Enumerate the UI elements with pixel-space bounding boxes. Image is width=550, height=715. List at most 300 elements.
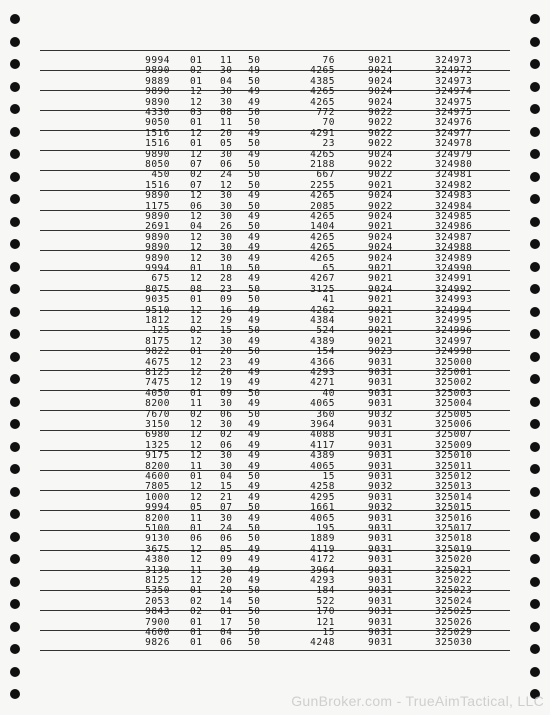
sprocket-hole	[530, 194, 540, 204]
table-cell: 01	[190, 523, 203, 534]
table-row	[40, 378, 510, 388]
table-cell: 01	[190, 263, 203, 274]
table-cell: 9890	[145, 190, 170, 202]
table-cell: 9031	[368, 439, 393, 451]
table-cell: 325012	[435, 471, 473, 482]
table-cell: 324983	[435, 190, 473, 202]
table-row	[40, 191, 510, 201]
table-cell: 09	[220, 554, 233, 566]
table-cell: 4065	[310, 460, 335, 472]
table-cell: 4389	[310, 335, 335, 347]
table-cell: 1812	[145, 315, 170, 326]
sprocket-hole	[10, 329, 20, 339]
table-cell: 325025	[435, 606, 473, 618]
table-cell: 324994	[435, 304, 473, 316]
table-cell: 06	[220, 637, 233, 649]
table-cell: 9024	[368, 86, 393, 98]
sprocket-hole	[530, 14, 540, 24]
table-cell: 49	[248, 429, 261, 441]
sprocket-hole	[10, 442, 20, 452]
table-cell: 9032	[368, 502, 393, 514]
table-cell: 49	[248, 491, 261, 503]
table-cell: 30	[220, 86, 233, 98]
table-cell: 324985	[435, 211, 473, 222]
table-cell: 9031	[368, 356, 393, 368]
table-cell: 325011	[435, 460, 473, 472]
table-cell: 50	[248, 169, 261, 181]
table-cell: 324995	[435, 315, 473, 326]
table-row	[40, 139, 510, 149]
table-cell: 325000	[435, 356, 473, 368]
table-cell: 02	[190, 595, 203, 607]
table-cell: 9130	[145, 533, 170, 545]
table-cell: 01	[190, 294, 203, 306]
table-cell: 11	[220, 117, 233, 129]
table-cell: 49	[248, 564, 261, 576]
table-cell: 12	[190, 554, 203, 566]
table-cell: 1516	[145, 179, 170, 191]
sprocket-hole	[530, 262, 540, 272]
table-cell: 9890	[145, 65, 170, 77]
table-cell: 08	[220, 107, 233, 118]
table-cell: 9021	[368, 263, 393, 274]
sprocket-hole	[530, 554, 540, 564]
table-cell: 3675	[145, 543, 170, 555]
table-cell: 8200	[145, 460, 170, 472]
table-cell: 1516	[145, 138, 170, 150]
sprocket-hole	[530, 644, 540, 654]
table-cell: 324974	[435, 86, 473, 98]
sprocket-hole	[530, 397, 540, 407]
sprocket-hole	[10, 667, 20, 677]
table-cell: 30	[220, 148, 233, 160]
table-cell: 04	[220, 75, 233, 87]
table-cell: 325021	[435, 564, 473, 576]
table-row	[40, 87, 510, 97]
table-cell: 9031	[368, 367, 393, 378]
table-cell: 02	[190, 65, 203, 77]
table-cell: 360	[316, 408, 335, 420]
sprocket-hole	[530, 127, 540, 137]
table-cell: 9023	[368, 346, 393, 358]
table-cell: 4119	[310, 543, 335, 555]
table-cell: 7475	[145, 377, 170, 389]
table-cell: 9890	[145, 252, 170, 264]
sprocket-hole	[10, 464, 20, 474]
table-cell: 12	[190, 273, 203, 285]
table-cell: 324975	[435, 107, 473, 118]
table-cell: 65	[322, 263, 335, 274]
table-cell: 5350	[145, 585, 170, 597]
table-cell: 14	[220, 595, 233, 607]
sprocket-hole	[10, 577, 20, 587]
table-cell: 9024	[368, 75, 393, 87]
table-cell: 12	[190, 356, 203, 368]
sprocket-hole	[10, 194, 20, 204]
table-cell: 49	[248, 242, 261, 254]
table-cell: 04	[220, 471, 233, 482]
table-cell: 76	[322, 55, 335, 66]
table-cell: 325022	[435, 575, 473, 586]
table-cell: 9022	[368, 159, 393, 170]
table-cell: 1175	[145, 200, 170, 212]
table-cell: 49	[248, 481, 261, 493]
table-cell: 324978	[435, 138, 473, 150]
table-cell: 23	[220, 356, 233, 368]
sprocket-hole	[10, 397, 20, 407]
table-cell: 49	[248, 273, 261, 285]
table-cell: 324998	[435, 346, 473, 358]
sprocket-hole	[10, 487, 20, 497]
table-cell: 30	[220, 242, 233, 254]
table-cell: 324990	[435, 263, 473, 274]
table-cell: 30	[220, 419, 233, 430]
table-cell: 12	[190, 231, 203, 243]
table-cell: 3150	[145, 419, 170, 430]
table-cell: 4293	[310, 367, 335, 378]
table-cell: 12	[190, 419, 203, 430]
table-cell: 23	[220, 283, 233, 295]
table-cell: 9822	[145, 346, 170, 358]
table-cell: 1000	[145, 491, 170, 503]
table-cell: 4389	[310, 450, 335, 462]
table-cell: 324980	[435, 159, 473, 170]
table-cell: 675	[151, 273, 170, 285]
table-cell: 05	[220, 138, 233, 150]
table-cell: 154	[316, 346, 335, 358]
table-cell: 50	[248, 502, 261, 514]
table-cell: 06	[190, 533, 203, 545]
table-cell: 4380	[145, 554, 170, 566]
table-cell: 4265	[310, 211, 335, 222]
table-cell: 26	[220, 221, 233, 233]
table-cell: 4295	[310, 491, 335, 503]
sprocket-hole	[530, 329, 540, 339]
table-cell: 4265	[310, 65, 335, 77]
table-cell: 04	[220, 627, 233, 638]
sprocket-hole	[10, 374, 20, 384]
table-cell: 50	[248, 325, 261, 337]
table-cell: 06	[220, 533, 233, 545]
table-cell: 4366	[310, 356, 335, 368]
table-cell: 325016	[435, 512, 473, 524]
table-cell: 49	[248, 512, 261, 524]
table-cell: 50	[248, 627, 261, 638]
table-cell: 9022	[368, 117, 393, 129]
table-cell: 324981	[435, 169, 473, 181]
table-cell: 9031	[368, 554, 393, 566]
table-row	[40, 118, 510, 128]
table-cell: 02	[190, 325, 203, 337]
table-cell: 4265	[310, 231, 335, 243]
sprocket-hole	[10, 284, 20, 294]
table-cell: 9031	[368, 471, 393, 482]
table-cell: 12	[190, 491, 203, 503]
table-cell: 125	[151, 325, 170, 337]
table-cell: 49	[248, 315, 261, 326]
table-cell: 9890	[145, 86, 170, 98]
table-cell: 9024	[368, 65, 393, 77]
table-cell: 01	[190, 55, 203, 66]
table-cell: 50	[248, 408, 261, 420]
sprocket-hole	[10, 307, 20, 317]
table-cell: 4265	[310, 190, 335, 202]
table-cell: 4675	[145, 356, 170, 368]
table-cell: 50	[248, 533, 261, 545]
table-cell: 4265	[310, 242, 335, 254]
table-cell: 3125	[310, 283, 335, 295]
sprocket-hole	[10, 172, 20, 182]
table-cell: 9031	[368, 398, 393, 410]
table-cell: 9024	[368, 242, 393, 254]
table-cell: 29	[220, 315, 233, 326]
table-cell: 325004	[435, 398, 473, 410]
table-cell: 9021	[368, 325, 393, 337]
table-cell: 1889	[310, 533, 335, 545]
table-cell: 325029	[435, 627, 473, 638]
table-cell: 40	[322, 387, 335, 399]
sprocket-hole	[10, 509, 20, 519]
table-cell: 30	[220, 231, 233, 243]
table-cell: 50	[248, 107, 261, 118]
table-cell: 01	[190, 585, 203, 597]
table-cell: 9031	[368, 595, 393, 607]
table-cell: 450	[151, 169, 170, 181]
table-cell: 9024	[368, 252, 393, 264]
table-cell: 9031	[368, 533, 393, 545]
sprocket-hole	[530, 509, 540, 519]
table-cell: 9890	[145, 231, 170, 243]
table-row	[40, 66, 510, 76]
table-cell: 9826	[145, 637, 170, 649]
table-cell: 9031	[368, 637, 393, 649]
table-cell: 325006	[435, 419, 473, 430]
table-cell: 9021	[368, 294, 393, 306]
table-cell: 9021	[368, 221, 393, 233]
table-cell: 9031	[368, 512, 393, 524]
table-cell: 30	[220, 512, 233, 524]
table-cell: 49	[248, 543, 261, 555]
table-cell: 4065	[310, 398, 335, 410]
table-cell: 49	[248, 419, 261, 430]
sprocket-hole	[530, 104, 540, 114]
table-cell: 4600	[145, 627, 170, 638]
table-row	[40, 586, 510, 596]
table-cell: 49	[248, 96, 261, 108]
table-cell: 50	[248, 179, 261, 191]
sprocket-hole	[10, 14, 20, 24]
table-cell: 324973	[435, 55, 473, 66]
table-cell: 325010	[435, 450, 473, 462]
table-cell: 50	[248, 471, 261, 482]
table-cell: 50	[248, 263, 261, 274]
table-cell: 01	[220, 606, 233, 618]
table-cell: 4293	[310, 575, 335, 586]
table-cell: 16	[220, 304, 233, 316]
table-cell: 325014	[435, 491, 473, 503]
table-row	[40, 534, 510, 544]
sprocket-hole	[10, 127, 20, 137]
table-cell: 9031	[368, 606, 393, 618]
sprocket-hole	[530, 442, 540, 452]
table-cell: 70	[322, 117, 335, 129]
table-cell: 7805	[145, 481, 170, 493]
watermark-text: GunBroker.com - TrueAimTactical, LLC	[291, 693, 544, 709]
table-cell: 50	[248, 221, 261, 233]
table-cell: 15	[322, 627, 335, 638]
table-row	[40, 347, 510, 357]
table-cell: 9510	[145, 304, 170, 316]
table-cell: 9031	[368, 575, 393, 586]
table-cell: 12	[190, 211, 203, 222]
table-cell: 12	[190, 190, 203, 202]
table-cell: 325013	[435, 481, 473, 493]
table-cell: 9021	[368, 179, 393, 191]
table-cell: 8175	[145, 335, 170, 347]
table-cell: 50	[248, 637, 261, 649]
table-cell: 4117	[310, 439, 335, 451]
table-cell: 7670	[145, 408, 170, 420]
table-cell: 30	[220, 460, 233, 472]
table-cell: 8200	[145, 512, 170, 524]
table-cell: 20	[220, 367, 233, 378]
sprocket-hole	[530, 487, 540, 497]
ruled-line	[40, 50, 510, 51]
sprocket-hole	[10, 104, 20, 114]
table-cell: 49	[248, 252, 261, 264]
sprocket-hole	[10, 59, 20, 69]
table-cell: 325023	[435, 585, 473, 597]
table-cell: 49	[248, 335, 261, 347]
table-cell: 02	[220, 429, 233, 441]
sprocket-hole	[530, 37, 540, 47]
table-cell: 9024	[368, 211, 393, 222]
table-cell: 9032	[368, 408, 393, 420]
table-cell: 3964	[310, 419, 335, 430]
table-cell: 49	[248, 398, 261, 410]
table-cell: 4600	[145, 471, 170, 482]
sprocket-hole	[530, 599, 540, 609]
table-cell: 9890	[145, 148, 170, 160]
table-cell: 12	[190, 335, 203, 347]
sprocket-hole	[10, 689, 20, 699]
table-cell: 324991	[435, 273, 473, 285]
table-cell: 4172	[310, 554, 335, 566]
table-cell: 05	[220, 543, 233, 555]
table-cell: 524	[316, 325, 335, 337]
table-cell: 9024	[368, 231, 393, 243]
table-cell: 50	[248, 159, 261, 170]
table-cell: 12	[190, 367, 203, 378]
table-cell: 4271	[310, 377, 335, 389]
table-cell: 9890	[145, 211, 170, 222]
table-row	[40, 638, 510, 648]
sprocket-hole	[530, 239, 540, 249]
table-cell: 2188	[310, 159, 335, 170]
table-cell: 170	[316, 606, 335, 618]
table-row	[40, 222, 510, 232]
table-cell: 15	[322, 471, 335, 482]
table-cell: 522	[316, 595, 335, 607]
sprocket-hole	[530, 577, 540, 587]
table-cell: 49	[248, 65, 261, 77]
table-cell: 12	[190, 575, 203, 586]
table-cell: 324977	[435, 127, 473, 139]
table-cell: 03	[190, 107, 203, 118]
table-cell: 9022	[368, 200, 393, 212]
sprocket-hole	[530, 149, 540, 159]
table-cell: 50	[248, 138, 261, 150]
table-cell: 9035	[145, 294, 170, 306]
table-cell: 325020	[435, 554, 473, 566]
table-cell: 50	[248, 387, 261, 399]
table-cell: 2255	[310, 179, 335, 191]
table-cell: 30	[220, 190, 233, 202]
table-cell: 12	[190, 429, 203, 441]
table-cell: 9994	[145, 55, 170, 66]
table-cell: 2053	[145, 595, 170, 607]
table-cell: 9022	[368, 127, 393, 139]
table-cell: 4258	[310, 481, 335, 493]
sprocket-hole	[530, 464, 540, 474]
table-cell: 9889	[145, 75, 170, 87]
table-cell: 12	[190, 450, 203, 462]
table-cell: 12	[190, 252, 203, 264]
table-cell: 9021	[368, 335, 393, 347]
table-cell: 667	[316, 169, 335, 181]
table-cell: 195	[316, 523, 335, 534]
table-cell: 01	[190, 471, 203, 482]
table-cell: 325024	[435, 595, 473, 607]
sprocket-hole	[10, 644, 20, 654]
table-cell: 49	[248, 450, 261, 462]
table-cell: 28	[220, 273, 233, 285]
table-cell: 4330	[145, 107, 170, 118]
table-cell: 4384	[310, 315, 335, 326]
table-cell: 9031	[368, 543, 393, 555]
table-cell: 9175	[145, 450, 170, 462]
table-cell: 49	[248, 460, 261, 472]
table-row	[40, 295, 510, 305]
table-cell: 324989	[435, 252, 473, 264]
table-cell: 12	[190, 242, 203, 254]
sprocket-hole	[530, 352, 540, 362]
table-cell: 50	[248, 283, 261, 295]
table-cell: 12	[190, 543, 203, 555]
table-cell: 8125	[145, 575, 170, 586]
table-cell: 01	[190, 138, 203, 150]
table-cell: 8075	[145, 283, 170, 295]
table-row	[40, 399, 510, 409]
table-row	[40, 274, 510, 284]
table-cell: 9031	[368, 460, 393, 472]
table-cell: 1661	[310, 502, 335, 514]
table-cell: 4265	[310, 86, 335, 98]
table-cell: 9024	[368, 283, 393, 295]
table-cell: 15	[220, 481, 233, 493]
table-cell: 2691	[145, 221, 170, 233]
sprocket-hole	[530, 532, 540, 542]
right-sprocket-holes	[512, 0, 542, 715]
table-cell: 325003	[435, 387, 473, 399]
table-cell: 184	[316, 585, 335, 597]
table-cell: 9024	[368, 190, 393, 202]
table-cell: 324993	[435, 294, 473, 306]
table-cell: 2085	[310, 200, 335, 212]
table-cell: 12	[190, 304, 203, 316]
table-cell: 324982	[435, 179, 473, 191]
table-cell: 49	[248, 231, 261, 243]
